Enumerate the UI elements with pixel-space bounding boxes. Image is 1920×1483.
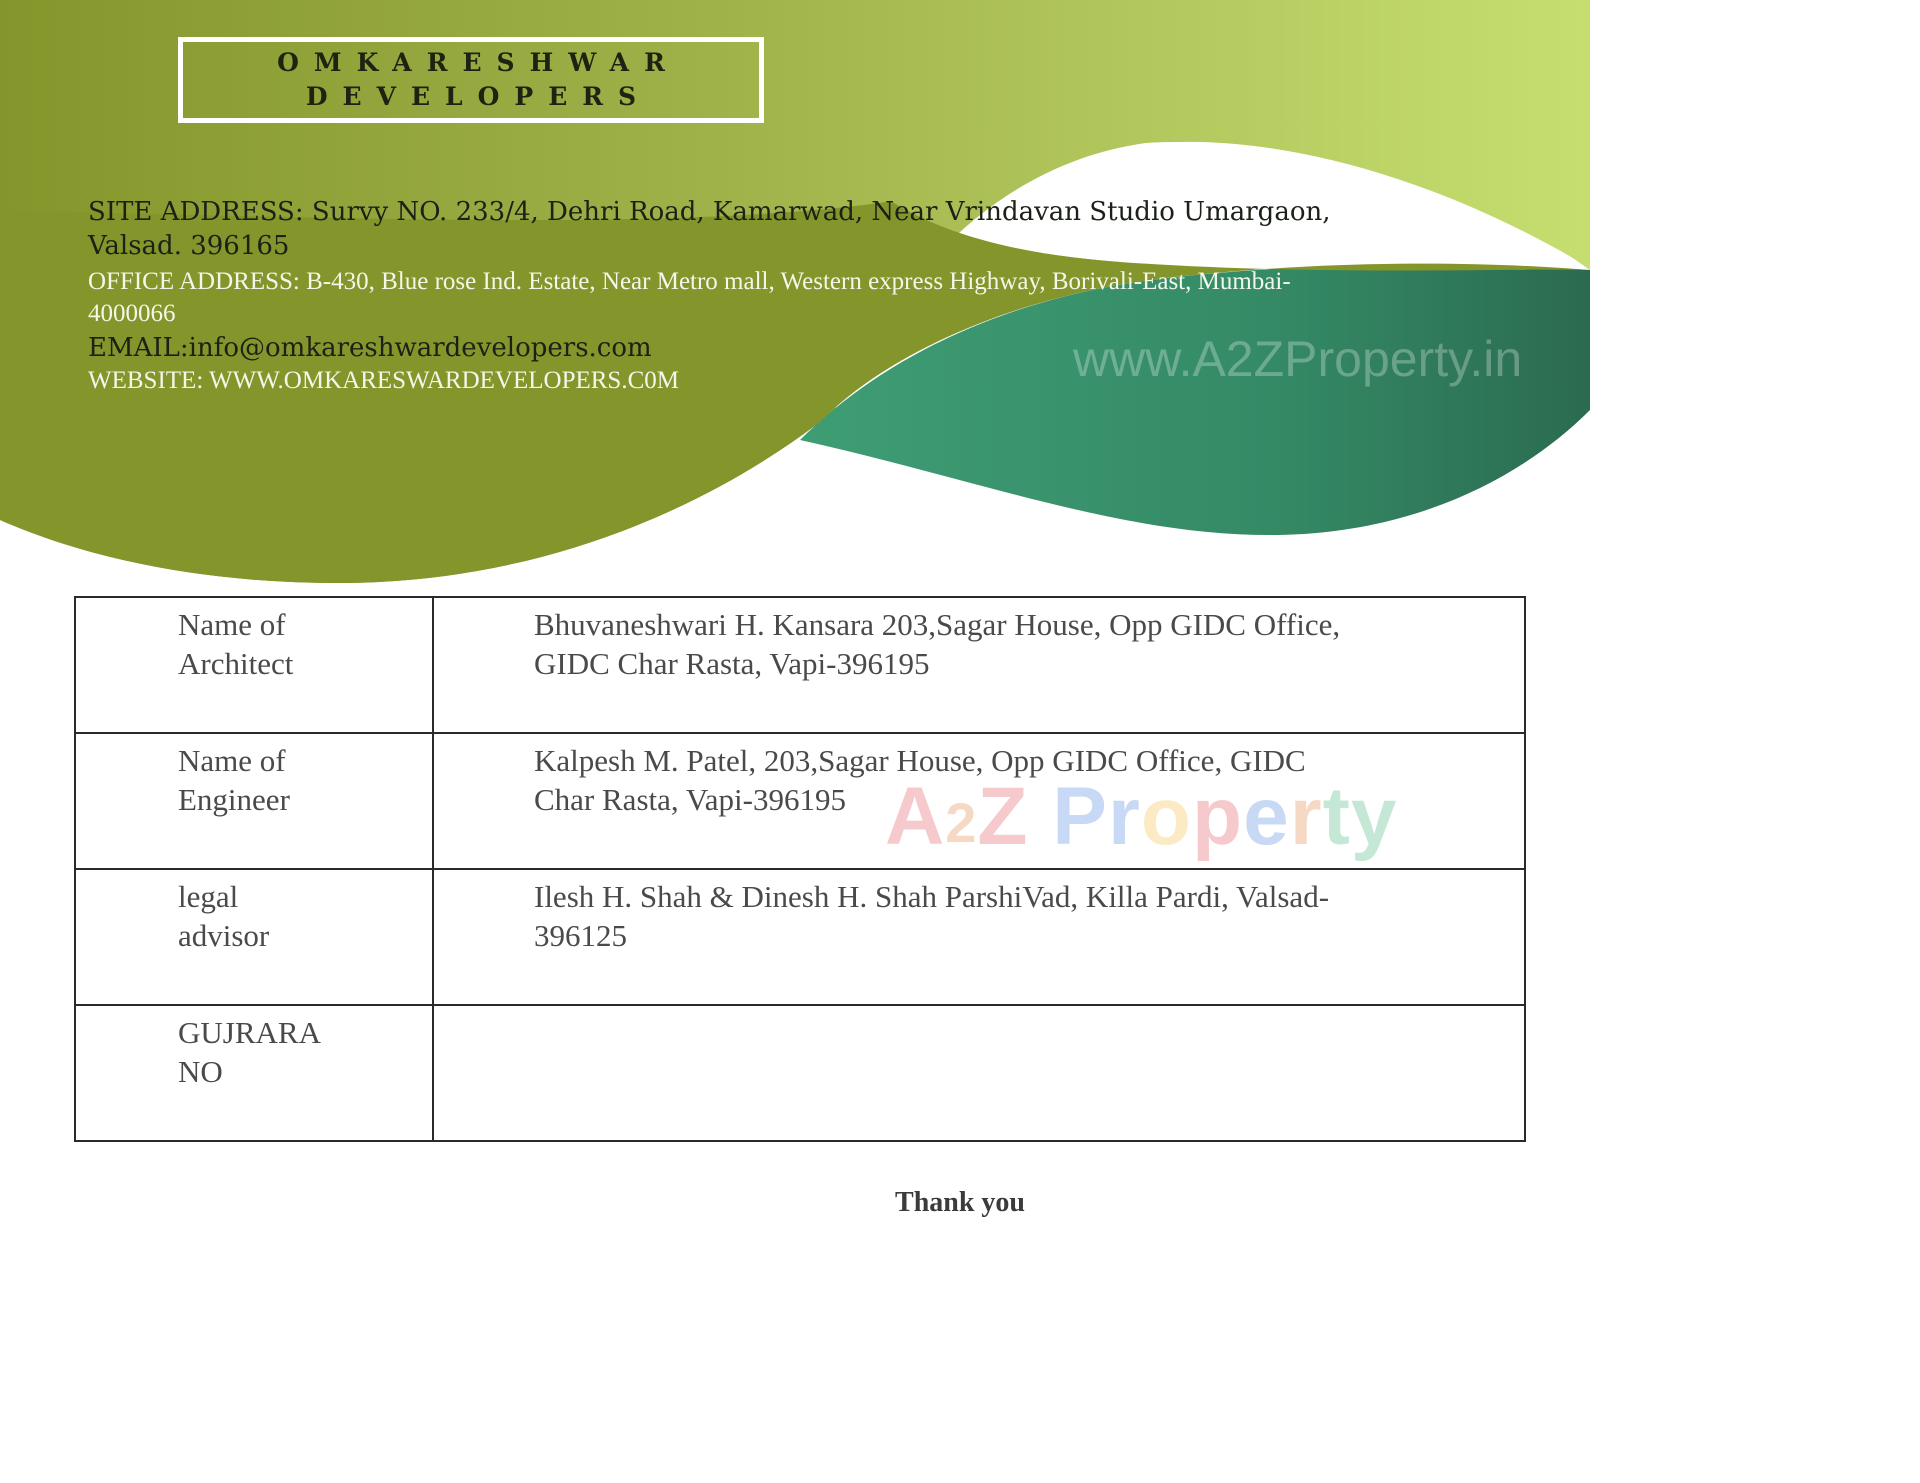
row-label-line: NO <box>178 1054 223 1089</box>
row-label-line: Name of <box>178 607 286 642</box>
row-value-line: Bhuvaneshwari H. Kansara 203,Sagar House, Opp GIDC Office, <box>534 607 1341 642</box>
company-name-line2: DEVELOPERS <box>305 82 652 111</box>
site-address <box>88 195 1331 263</box>
row-label-line: legal <box>178 879 239 914</box>
watermark-logo-letter: Z <box>977 771 1029 862</box>
table-row <box>75 597 1525 733</box>
row-label <box>75 733 433 869</box>
website-text: WEBSITE: WWW.OMKARESWARDEVELOPERS.C0M <box>88 367 679 394</box>
row-value <box>433 1005 1525 1141</box>
site-address-line2: Valsad. 396165 <box>88 231 290 261</box>
thank-you-text: Thank you <box>895 1187 1025 1218</box>
row-value-line: Kalpesh M. Patel, 203,Sagar House, Opp GIDC Office, GIDC <box>534 743 1306 778</box>
watermark-logo-letter: y <box>1350 771 1398 862</box>
row-label-line: Architect <box>178 646 294 681</box>
watermark-url: www.A2ZProperty.in <box>1073 331 1523 387</box>
watermark-logo-letter: p <box>1191 771 1244 862</box>
row-label-line: advisor <box>178 918 270 953</box>
row-label-line: Name of <box>178 743 286 778</box>
row-value-line: Char Rasta, Vapi-396195 <box>534 782 846 817</box>
row-value <box>433 869 1525 1005</box>
watermark-logo-letter: r <box>1289 771 1323 862</box>
office-address-line2: 4000066 <box>88 300 176 327</box>
row-value-line: GIDC Char Rasta, Vapi-396195 <box>534 646 930 681</box>
site-address-line1: SITE ADDRESS: Survy NO. 233/4, Dehri Road, Kamarwad, Near Vrindavan Studio Umargaon, <box>88 197 1331 227</box>
email-text: EMAIL:info@omkareshwardevelopers.com <box>88 333 652 363</box>
row-value <box>433 597 1525 733</box>
company-name-line1: OMKARESHWAR <box>277 48 680 77</box>
watermark-logo-letter: r <box>1107 771 1141 862</box>
watermark-logo-letter: P <box>1052 771 1108 862</box>
table-row <box>75 1005 1525 1141</box>
watermark-logo-letter: t <box>1322 771 1351 862</box>
watermark-logo-letter: o <box>1140 771 1192 862</box>
details-table <box>74 596 1526 1142</box>
watermark-logo <box>885 770 1398 864</box>
watermark-logo-letter: A <box>885 771 946 862</box>
row-label <box>75 597 433 733</box>
table-row <box>75 869 1525 1005</box>
office-address-line1: OFFICE ADDRESS: B-430, Blue rose Ind. Estate, Near Metro mall, Western express Highway, Borivali-East, Mumbai- <box>88 268 1291 295</box>
row-label-line: Engineer <box>178 782 290 817</box>
company-logo <box>178 37 764 123</box>
watermark-logo-letter <box>1028 771 1052 862</box>
row-value-line: Ilesh H. Shah & Dinesh H. Shah ParshiVad, Killa Pardi, Valsad- <box>534 879 1330 914</box>
row-label <box>75 1005 433 1141</box>
office-address <box>88 266 1291 330</box>
watermark-logo-letter: 2 <box>945 790 978 854</box>
row-label-line: GUJRARA <box>178 1015 321 1050</box>
watermark-logo-letter: e <box>1243 771 1290 862</box>
row-label <box>75 869 433 1005</box>
row-value-line: 396125 <box>534 918 627 953</box>
